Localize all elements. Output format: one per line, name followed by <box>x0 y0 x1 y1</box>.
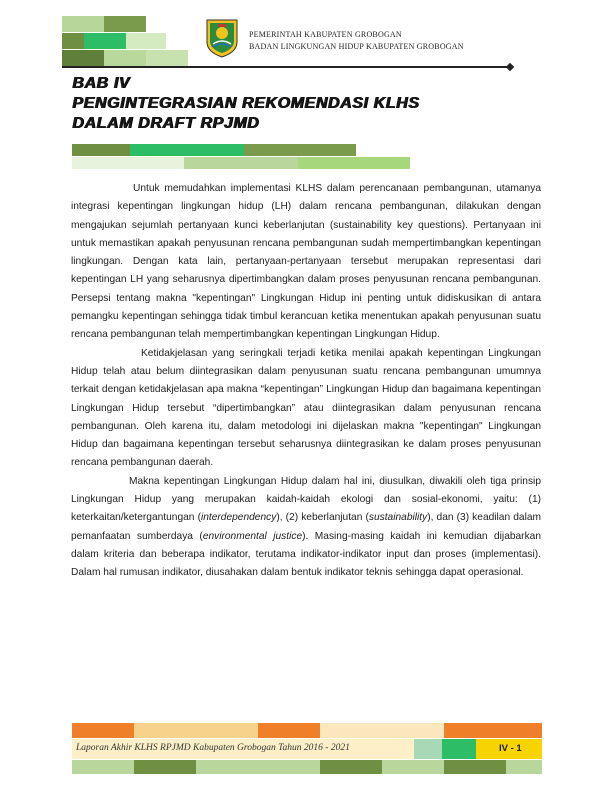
page-number: IV - 1 <box>499 743 522 754</box>
title-band-block <box>244 144 356 156</box>
title-band-block <box>184 157 298 169</box>
body-text <box>71 180 541 583</box>
footer-mosaic-block <box>72 760 134 774</box>
chapter-title-line-2: PENGINTEGRASIAN REKOMENDASI KLHS <box>72 95 420 112</box>
footer-mosaic-block <box>382 760 444 774</box>
footer-mosaic-block <box>258 723 320 738</box>
header-rule-diamond <box>506 63 514 71</box>
paragraph-1: Untuk memudahkan implementasi KLHS dalam perencanaan pembangunan, utamanya integrasi kepentingan lingkungan hidup (LH) dalam rencana pembangunan, dilakukan dengan mengajukan sejumlah pertanyaan kunci keberlanjutan (sustainability key questions). Pertanyaan ini untuk memastikan apakah penyusunan rencana pembangunan sudah mempertimbangkan kepentingan lingkungan. Dengan kata lain, pertanyaan-pertanyaan tersebut merupakan representasi dari kepentingan LH yang seharusnya dipertimbangkan dalam proses penyusunan rencana pembangunan. Persepsi tentang makna "kepentingan" Lingkungan Hidup ini penting untuk didiskusikan di antara pemangku kepentingan sehingga tidak timbul kerancuan ketika menentukan apakah penyusunan suatu rencana pembangunan telah mempertimbangkan kepentingan Lingkungan Hidup. <box>71 183 541 341</box>
footer-mosaic-block <box>320 723 444 738</box>
header-mosaic-block <box>62 16 104 32</box>
gov-line-2: BADAN LINGKUNGAN HIDUP KABUPATEN GROBOGAN <box>249 42 464 51</box>
chapter-number: BAB IV <box>72 75 130 92</box>
title-band-block <box>130 144 244 156</box>
paragraph-3-part-b: ), (2) keberlanjutan ( <box>276 512 369 524</box>
header-mosaic-block <box>84 33 126 49</box>
header-mosaic-block <box>62 50 104 66</box>
paragraph-2: Ketidakjelasan yang seringkali terjadi ketika menilai apakah kepentingan Lingkungan Hidup telah atau belum diintegrasikan dalam penyusunan suatu rencana pembangunan umumnya terkait dengan ketidakjelasan apa makna “kepentingan” Lingkungan Hidup dan bagaimana kepentingan Lingkungan Hidup tersebut “dipertimbangkan” atau diintegrasikan dalam penyusunan rencana pembangunan. Oleh karena itu, dalam metodologi ini dijelaskan makna "kepentingan" Lingkungan Hidup dan bagaimana kepentingan tersebut seharusnya diintegrasikan ke dalam proses penyusunan rencana pembangunan daerah. <box>71 347 541 469</box>
footer-mosaic-block <box>134 723 258 738</box>
gov-line-1: PEMERINTAH KABUPATEN GROBOGAN <box>249 30 402 39</box>
paragraph-3-part-d: ). Masing-masing kaidah ini kemudian dijabarkan dalam kriteria dan beberapa indikator, terutama indikator-indikator input dan proses (implementasi). Dalam hal rumusan indikator, diusahakan dalam bentuk indikator teknis sehingga dapat operasional. <box>71 530 542 579</box>
chapter-title-line-3: DALAM DRAFT RPJMD <box>72 115 260 132</box>
footer-report-title: Laporan Akhir KLHS RPJMD Kabupaten Grobogan Tahun 2016 - 2021 <box>76 743 350 753</box>
footer-mosaic-block <box>444 723 542 738</box>
footer-mosaic-block <box>196 760 320 774</box>
header-mosaic-block <box>146 50 188 66</box>
header-mosaic-block <box>104 50 146 66</box>
header-mosaic-block <box>104 16 146 32</box>
term-environmental-justice: environmental justice <box>202 530 303 542</box>
paragraph-3-part-c: ), dan (3) keadilan dalam pemanfaatan sumberdaya ( <box>71 512 541 542</box>
footer-mosaic-block <box>506 760 542 774</box>
header-mosaic-block <box>62 33 84 49</box>
footer-mosaic-block <box>414 739 442 759</box>
title-band-block <box>298 157 410 169</box>
government-header <box>249 29 464 53</box>
term-sustainability: sustainability <box>368 512 428 524</box>
title-band-block <box>72 157 184 169</box>
header-rule <box>62 66 510 68</box>
title-band-block <box>72 144 130 156</box>
paragraph-3-part-a: Makna kepentingan Lingkungan Hidup dalam hal ini, diusulkan, diwakili oleh tiga prinsip Lingkungan Hidup yang merupakan kaidah-kaidah ekologi dan sosial-ekonomi, yaitu: (1) keterkaitan/ketergantungan ( <box>71 475 541 524</box>
footer-mosaic-block <box>134 760 196 774</box>
footer-mosaic-block <box>442 739 476 759</box>
footer-mosaic-block <box>320 760 382 774</box>
term-interdependency: interdependency <box>200 512 277 524</box>
footer-mosaic-block <box>72 723 134 738</box>
footer-mosaic-block <box>444 760 506 774</box>
paragraph-3 <box>71 473 541 583</box>
chapter-title <box>72 74 419 134</box>
grobogan-emblem-icon <box>205 18 239 58</box>
header-mosaic-block <box>126 33 166 49</box>
